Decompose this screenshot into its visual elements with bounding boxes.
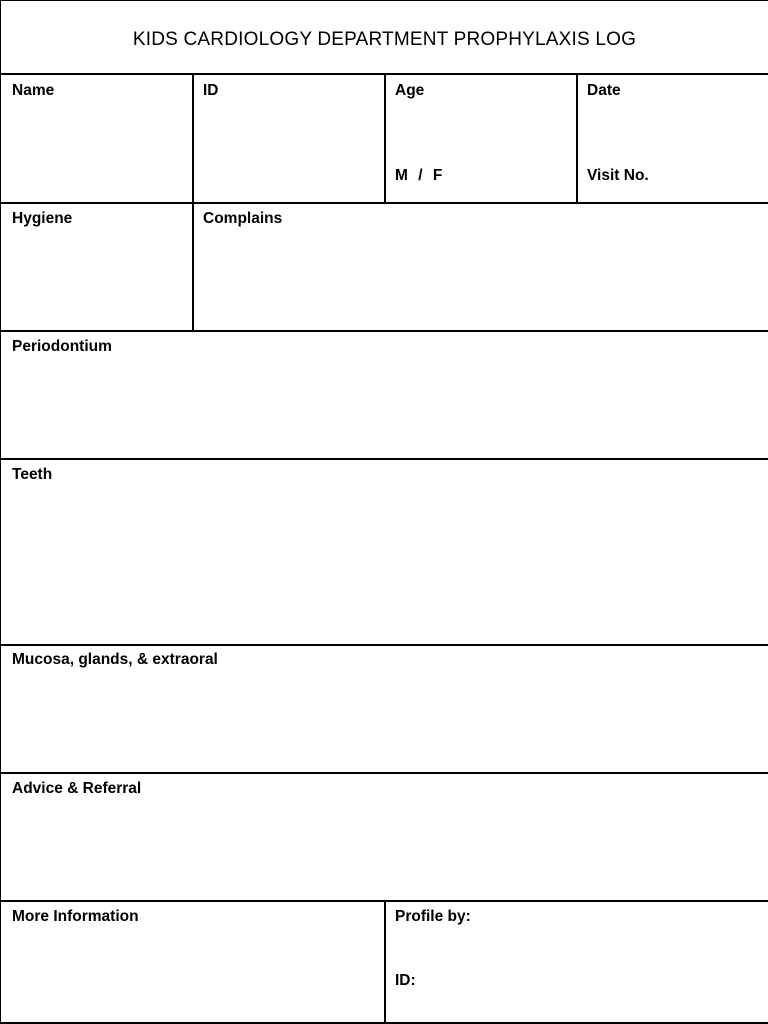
- date-label: Date: [587, 82, 621, 99]
- profile-by-field[interactable]: [384, 900, 768, 1024]
- id-label: ID: [203, 82, 219, 99]
- gender-label: M / F: [395, 167, 443, 184]
- id-field[interactable]: [192, 73, 386, 204]
- age-field[interactable]: [384, 73, 578, 204]
- mucosa-field[interactable]: [0, 644, 768, 774]
- mucosa-label: Mucosa, glands, & extraoral: [12, 651, 218, 668]
- complains-field[interactable]: [192, 202, 768, 332]
- more-information-field[interactable]: [0, 900, 386, 1024]
- date-field[interactable]: [576, 73, 768, 204]
- advice-referral-label: Advice & Referral: [12, 780, 142, 797]
- hygiene-field[interactable]: [0, 202, 194, 332]
- hygiene-label: Hygiene: [12, 210, 73, 227]
- age-label: Age: [395, 82, 425, 99]
- profile-id-label: ID:: [395, 972, 416, 989]
- teeth-label: Teeth: [12, 466, 53, 483]
- title-cell: [0, 0, 768, 75]
- advice-referral-field[interactable]: [0, 772, 768, 902]
- periodontium-field[interactable]: [0, 330, 768, 460]
- teeth-field[interactable]: [0, 458, 768, 646]
- form-title: KIDS CARDIOLOGY DEPARTMENT PROPHYLAXIS LOG: [132, 29, 637, 50]
- name-field[interactable]: [0, 73, 194, 204]
- visit-no-label: Visit No.: [587, 167, 649, 184]
- more-information-label: More Information: [12, 908, 139, 925]
- periodontium-label: Periodontium: [12, 338, 112, 355]
- profile-by-label: Profile by:: [395, 908, 471, 925]
- complains-label: Complains: [203, 210, 283, 227]
- name-label: Name: [12, 82, 55, 99]
